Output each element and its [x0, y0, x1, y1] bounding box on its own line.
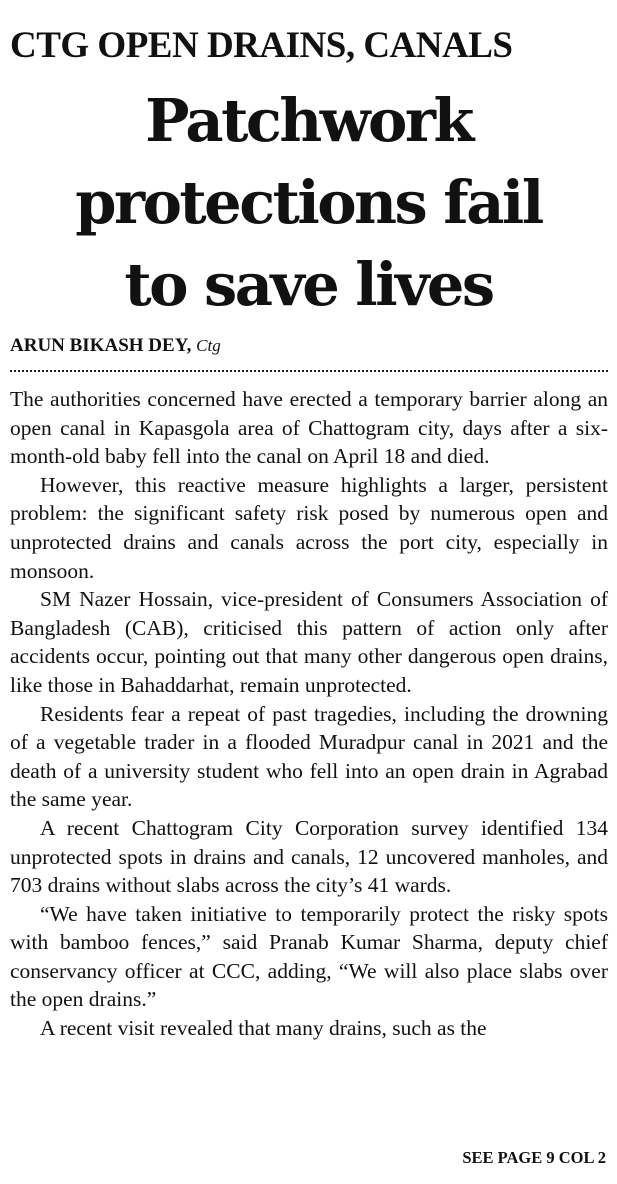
article-body	[10, 385, 608, 1043]
paragraph-1: The authorities concerned have erected a temporary barrier along an open canal in Kapasgola area of Chattogram city, days after a six-month-old baby fell into the canal on April 18 and died.	[10, 387, 608, 469]
headline-line-1: Patchwork	[145, 86, 472, 155]
paragraph-2: However, this reactive measure highlights a larger, persistent problem: the significant safety risk posed by numerous open and unprotected drains and canals across the port city, especially in monsoon.	[10, 472, 608, 583]
continuation-note: SEE PAGE 9 COL 2	[462, 1148, 606, 1167]
headline	[0, 80, 617, 326]
dotted-divider	[10, 370, 608, 372]
headline-line-3: to save lives	[124, 250, 493, 319]
byline-location: Ctg	[196, 336, 221, 355]
paragraph-6: “We have taken initiative to temporarily protect the risky spots with bamboo fences,” said Pranab Kumar Sharma, deputy chief conservancy officer at CCC, adding, “We will also place slabs over the open drains.”	[10, 901, 608, 1012]
paragraph-3: SM Nazer Hossain, vice-president of Consumers Association of Bangladesh (CAB), criticised this pattern of action only after accidents occur, pointing out that many other dangerous open drains, like those in Bahaddarhat, remain unprotected.	[10, 587, 608, 697]
headline-line-2: protections fail	[75, 168, 542, 237]
paragraph-4: Residents fear a repeat of past tragedies, including the drowning of a vegetable trader in a flooded Muradpur canal in 2021 and the death of a university student who fell into an open drain in Agrabad the same year.	[10, 701, 608, 812]
byline	[10, 334, 221, 358]
kicker-heading: CTG OPEN DRAINS, CANALS	[10, 25, 513, 66]
byline-author: ARUN BIKASH DEY,	[10, 335, 192, 356]
paragraph-7: A recent visit revealed that many drains, such as the	[40, 1016, 487, 1041]
paragraph-5: A recent Chattogram City Corporation survey identified 134 unprotected spots in drains and canals, 12 uncovered manholes, and 703 drains without slabs across the city’s 41 wards.	[10, 815, 608, 898]
